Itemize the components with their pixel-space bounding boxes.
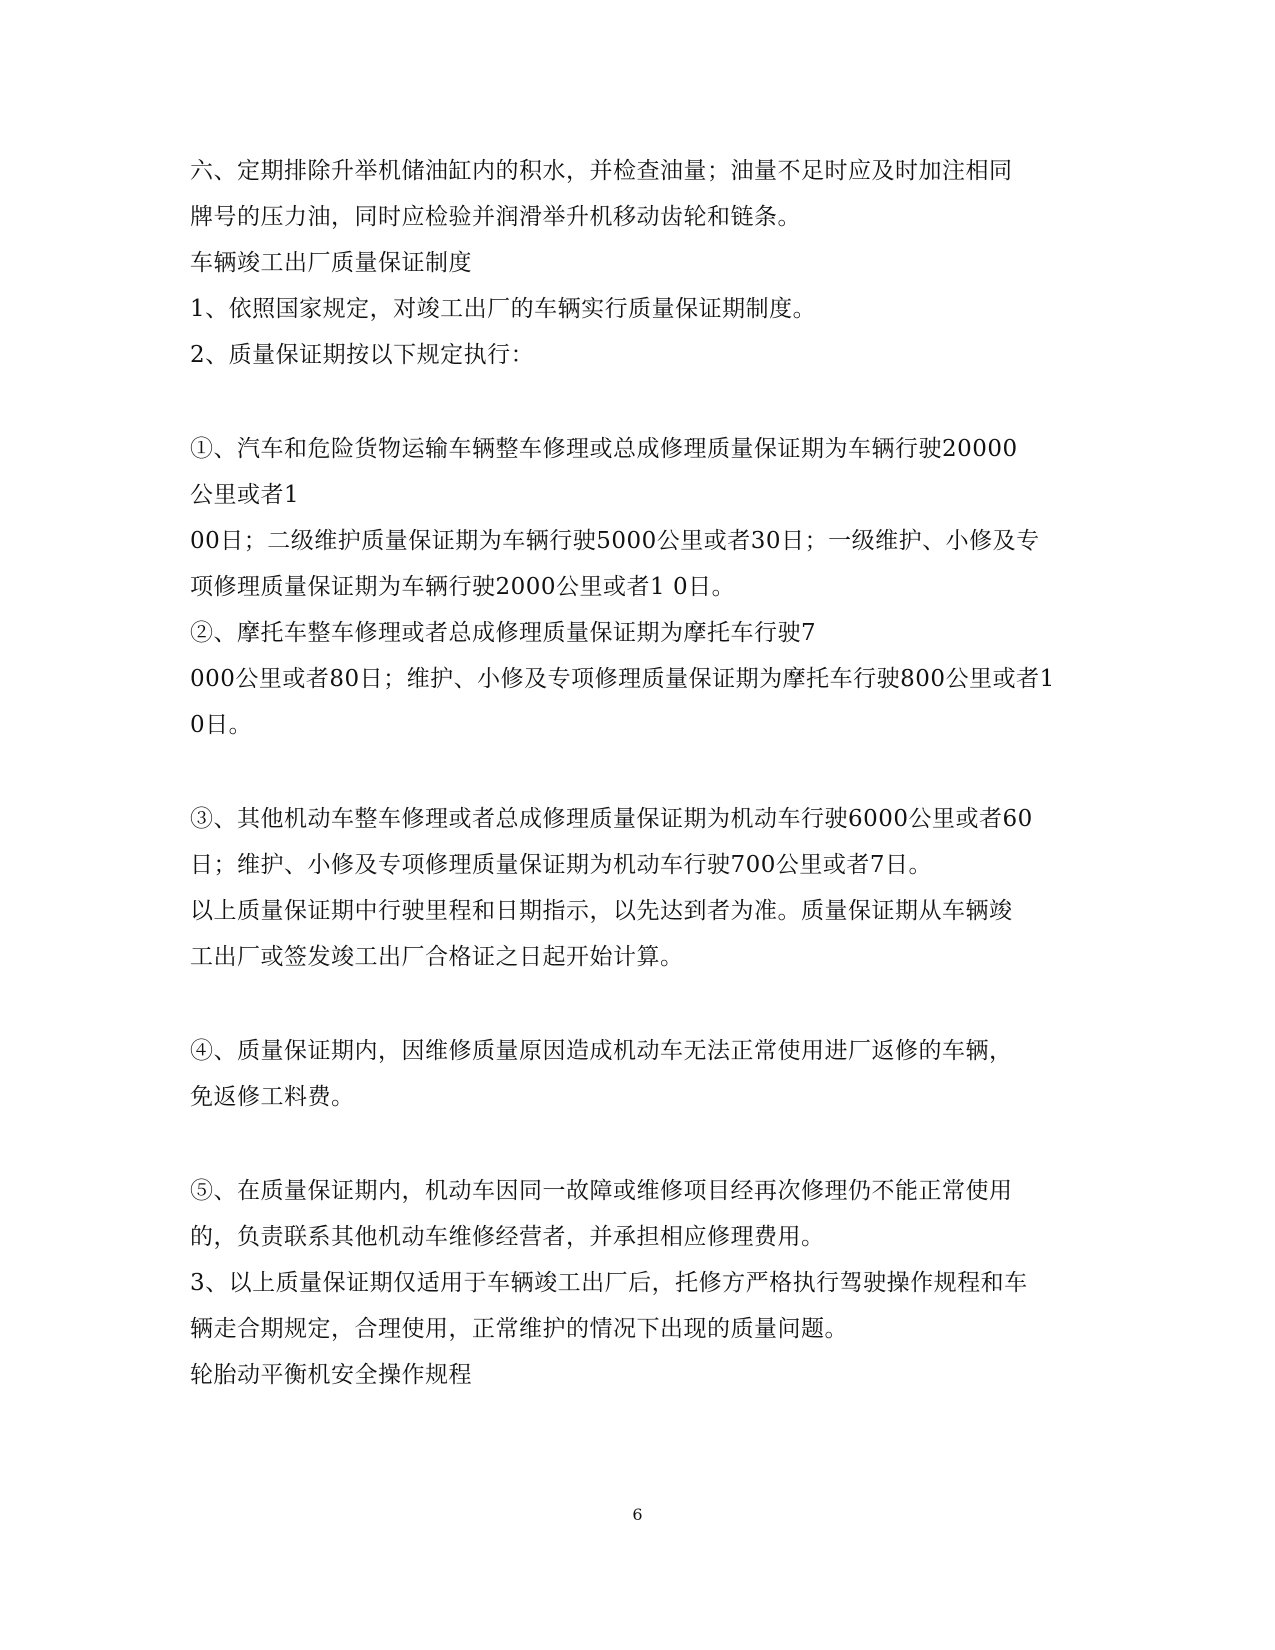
text-line: ④、质量保证期内，因维修质量原因造成机动车无法正常使用进厂返修的车辆， [190, 1038, 1013, 1064]
text-line: 日；维护、小修及专项修理质量保证期为机动车行驶700公里或者7日。 [190, 852, 933, 878]
text-line: 公里或者1 [190, 482, 300, 508]
text-line: 牌号的压力油，同时应检验并润滑举升机移动齿轮和链条。 [190, 204, 801, 230]
text-line: 六、定期排除升举机储油缸内的积水，并检查油量；油量不足时应及时加注相同 [190, 158, 1013, 184]
text-line: 0日。 [190, 712, 253, 738]
text-line: 2、质量保证期按以下规定执行： [190, 342, 535, 368]
text-line: 项修理质量保证期为车辆行驶2000公里或者1 0日。 [190, 574, 736, 600]
text-line: 以上质量保证期中行驶里程和日期指示，以先达到者为准。质量保证期从车辆竣 [190, 898, 1013, 924]
text-line: ⑤、在质量保证期内，机动车因同一故障或维修项目经再次修理仍不能正常使用 [190, 1178, 1013, 1204]
text-line: 工出厂或签发竣工出厂合格证之日起开始计算。 [190, 944, 684, 970]
text-line: 000公里或者80日；维护、小修及专项修理质量保证期为摩托车行驶800公里或者1 [190, 666, 1055, 692]
text-line: 辆走合期规定，合理使用，正常维护的情况下出现的质量问题。 [190, 1316, 848, 1342]
text-line: 1、依照国家规定，对竣工出厂的车辆实行质量保证期制度。 [190, 296, 817, 322]
section-heading: 轮胎动平衡机安全操作规程 [190, 1362, 472, 1388]
text-line: ②、摩托车整车修理或者总成修理质量保证期为摩托车行驶7 [190, 620, 817, 646]
text-line: 的，负责联系其他机动车维修经营者，并承担相应修理费用。 [190, 1224, 825, 1250]
text-line: 3、以上质量保证期仅适用于车辆竣工出厂后，托修方严格执行驾驶操作规程和车 [190, 1270, 1028, 1296]
text-line: 免返修工料费。 [190, 1084, 355, 1110]
text-line: ③、其他机动车整车修理或者总成修理质量保证期为机动车行驶6000公里或者60 [190, 806, 1033, 832]
text-line: ①、汽车和危险货物运输车辆整车修理或总成修理质量保证期为车辆行驶20000 [190, 436, 1018, 462]
section-heading: 车辆竣工出厂质量保证制度 [190, 250, 472, 276]
page-number: 6 [632, 1505, 643, 1524]
text-line: 00日；二级维护质量保证期为车辆行驶5000公里或者30日；一级维护、小修及专 [190, 528, 1040, 554]
